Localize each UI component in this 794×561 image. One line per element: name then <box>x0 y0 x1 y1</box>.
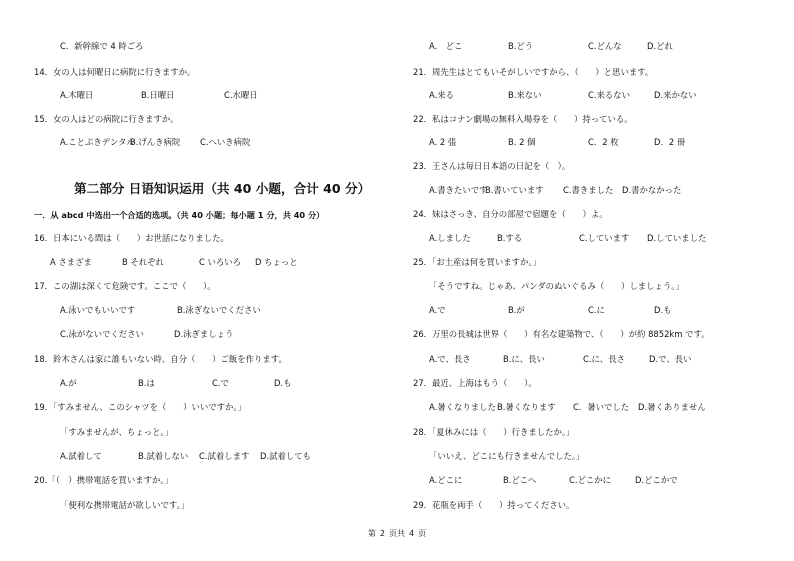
q25-stem: 25．「お土産は何を買いますか。」 <box>413 257 541 267</box>
q24-stem: 24．妹はさっき、自分の部屋で宿題を（ ）よ。 <box>413 209 608 219</box>
q26-stem: 26．万里の長城は世界（ ）有名な建築物で、（ ）が約 8852km です。 <box>413 329 710 339</box>
q21-option-d: D.来かない <box>654 90 697 100</box>
q17-option-d: D.泳ぎましょう <box>174 329 234 339</box>
q20-option-a: A. どこ <box>429 41 463 51</box>
q14-option-b: B.日曜日 <box>141 90 175 100</box>
q22-option-a: A. 2 張 <box>429 137 457 147</box>
q24-option-a: A.しました <box>429 233 471 243</box>
q14-option-a: A.木曜日 <box>60 90 94 100</box>
q21-option-a: A.来る <box>429 90 454 100</box>
q16-option-d: D ちょっと <box>255 257 298 267</box>
q22-option-d: D．2 冊 <box>654 137 686 147</box>
q15-option-b: B.げんき病院 <box>130 137 181 147</box>
q22-option-b: B. 2 個 <box>508 137 536 147</box>
q19-option-c: C.試着します <box>199 451 250 461</box>
q19-option-a: A.試着して <box>60 451 102 461</box>
q26-option-d: D.で、長い <box>649 354 692 364</box>
page-footer: 第 2 页共 4 页 <box>367 529 427 538</box>
q17-option-b: B.泳ぎないでください <box>177 305 261 315</box>
q16-option-a: A さまざま <box>50 257 92 267</box>
q23-stem: 23．王さんは毎日日本語の日記を（ ）。 <box>413 161 571 171</box>
q22-stem: 22．私はコナン劇場の無料入場券を（ ）持っている。 <box>413 114 633 124</box>
q17-option-a: A.泳いでもいいです <box>60 305 136 315</box>
q15-option-a: A.ことぶきデンタル <box>60 137 135 147</box>
exam-page: C．新幹線で 4 時ごろ 14．女の人は何曜日に病院に行きますか。 A.木曜日 B.日曜日 C.水曜日 15．女の人はどの病院に行きますか。 A.ことぶきデンタル B.げんき病院 C.へいき病院 第二部分 日语知识运用（共 40 小题，合计 40 分） 一．从 abcd 中选出一个合适的选项。（共 40 小题；每小题 1 分，共 40 分） 16．日本にいる間は（ ）お世話になりました。 A さまざま B それぞれ C いろいろ D ちょっと 17．この湖は深くて危険です。ここで（ ）。 A.泳いでもいいです B.泳ぎないでください C.泳がないでください D.泳ぎましょう 18．鈴木さんは家に誰もいない時、自分（ ）ご飯を作ります。 A.が B.は C.で D.も 19．「すみません、このシャツを（ ）いいですか。」 「すみませんが、ちょっと。」 A.試着して B.試着しない C.試着します D.試着しても 20.「（ ）携帯電話を買いますか。」 「便利な携帯電話が欲しいです。」 A. どこ B.どう C.どんな D.どれ 21．周先生はとてもいそがしいですから、（ ）と思います。 A.来る B.来ない C.来るない D.来かない 22．私はコナン劇場の無料入場券を（ ）持っている。 A. 2 張 B. 2 個 C．2 枚 D．2 冊 23．王さんは毎日日本語の日記を（ ）。 A.書きたいです B.書いています C.書きました D.書かなかった 24．妹はさっき、自分の部屋で宿題を（ ）よ。 A.しました B.する C.しています D.していました 25．「お土産は何を買いますか。」 「そうですね。じゃあ、パンダのぬいぐるみ（ ）しましょう。」 A.で B.が C.に D.も 26．万里の長城は世界（ ）有名な建築物で、（ ）が約 8852km です。 A.で、長さ B.に、長い C.に、長さ D.で、長い 27．最近、上海はもう（ ）。 A.暑くなりました B.暑くなります C．暑いでした D.暑くありません 28．「夏休みには（ ）行きましたか。」 「いいえ、どこにも行きませんでした。」 A.どこに B.どこへ C.どこかに D.どこかで 29．花瓶を両手（ ）持ってください。 第 2 页共 4 页 <box>0 0 794 561</box>
q28-option-b: B.どこへ <box>503 475 537 485</box>
q24-option-d: D.していました <box>647 233 707 243</box>
q27-stem: 27．最近、上海はもう（ ）。 <box>413 378 537 388</box>
current-page: 2 <box>379 529 385 538</box>
q18-stem: 18．鈴木さんは家に誰もいない時、自分（ ）ご飯を作ります。 <box>34 354 287 364</box>
q20-option-b: B.どう <box>508 41 534 51</box>
q25-option-d: D.も <box>654 305 672 315</box>
q27-option-d: D.暑くありません <box>638 402 706 412</box>
q22-option-c: C．2 枚 <box>588 137 619 147</box>
q19-stem: 19．「すみません、このシャツを（ ）いいですか。」 <box>34 402 246 412</box>
total-pages: 4 <box>409 529 415 538</box>
q18-option-d: D.も <box>274 378 292 388</box>
q14-option-c: C.水曜日 <box>224 90 258 100</box>
q15-option-c: C.へいき病院 <box>200 137 251 147</box>
q16-stem: 16．日本にいる間は（ ）お世話になりました。 <box>34 233 229 243</box>
q28-option-a: A.どこに <box>429 475 463 485</box>
q18-option-a: A.が <box>60 378 77 388</box>
q16-option-c: C いろいろ <box>199 257 242 267</box>
q27-option-c: C．暑いでした <box>573 402 630 412</box>
q16-option-b: B それぞれ <box>122 257 164 267</box>
q29-stem: 29．花瓶を両手（ ）持ってください。 <box>413 500 575 510</box>
q26-option-b: B.に、長い <box>503 354 545 364</box>
q20-option-c: C.どんな <box>588 41 622 51</box>
q26-option-a: A.で、長さ <box>429 354 471 364</box>
q21-option-b: B.来ない <box>508 90 542 100</box>
q26-option-c: C.に、長さ <box>583 354 626 364</box>
q23-option-a: A.書きたいです <box>429 185 488 195</box>
q20-option-d: D.どれ <box>647 41 673 51</box>
q25-option-c: C.に <box>588 305 605 315</box>
q27-option-a: A.暑くなりました <box>429 402 496 412</box>
section-instruction: 一．从 abcd 中选出一个合适的选项。（共 40 小题；每小题 1 分，共 40 分） <box>34 210 325 220</box>
q17-option-c: C.泳がないでください <box>60 329 144 339</box>
q20-stem: 20.「（ ）携帯電話を買いますか。」 <box>34 475 173 485</box>
q15-stem: 15．女の人はどの病院に行きますか。 <box>34 114 179 124</box>
q19-option-d: D.試着しても <box>260 451 311 461</box>
q14-stem: 14．女の人は何曜日に病院に行きますか。 <box>34 67 196 77</box>
q18-option-c: C.で <box>212 378 229 388</box>
q23-option-c: C.書きました <box>563 185 614 195</box>
q17-stem: 17．この湖は深くて危険です。ここで（ ）。 <box>34 281 216 291</box>
q21-option-c: C.来るない <box>588 90 631 100</box>
q23-option-d: D.書かなかった <box>622 185 682 195</box>
q19-option-b: B.試着しない <box>138 451 189 461</box>
q25-option-a: A.で <box>429 305 446 315</box>
q25-option-b: B.が <box>508 305 525 315</box>
q28-option-c: C.どこかに <box>569 475 612 485</box>
q24-option-c: C.しています <box>579 233 630 243</box>
q18-option-b: B.は <box>138 378 155 388</box>
q28-option-d: D.どこかで <box>635 475 678 485</box>
section-title: 第二部分 日语知识运用（共 40 小题，合计 40 分） <box>74 181 371 196</box>
q28-stem: 28．「夏休みには（ ）行きましたか。」 <box>413 427 575 437</box>
q27-option-b: B.暑くなります <box>497 402 556 412</box>
q21-stem: 21．周先生はとてもいそがしいですから、（ ）と思います。 <box>413 67 654 77</box>
q23-option-b: B.書いています <box>485 185 544 195</box>
q24-option-b: B.する <box>497 233 523 243</box>
